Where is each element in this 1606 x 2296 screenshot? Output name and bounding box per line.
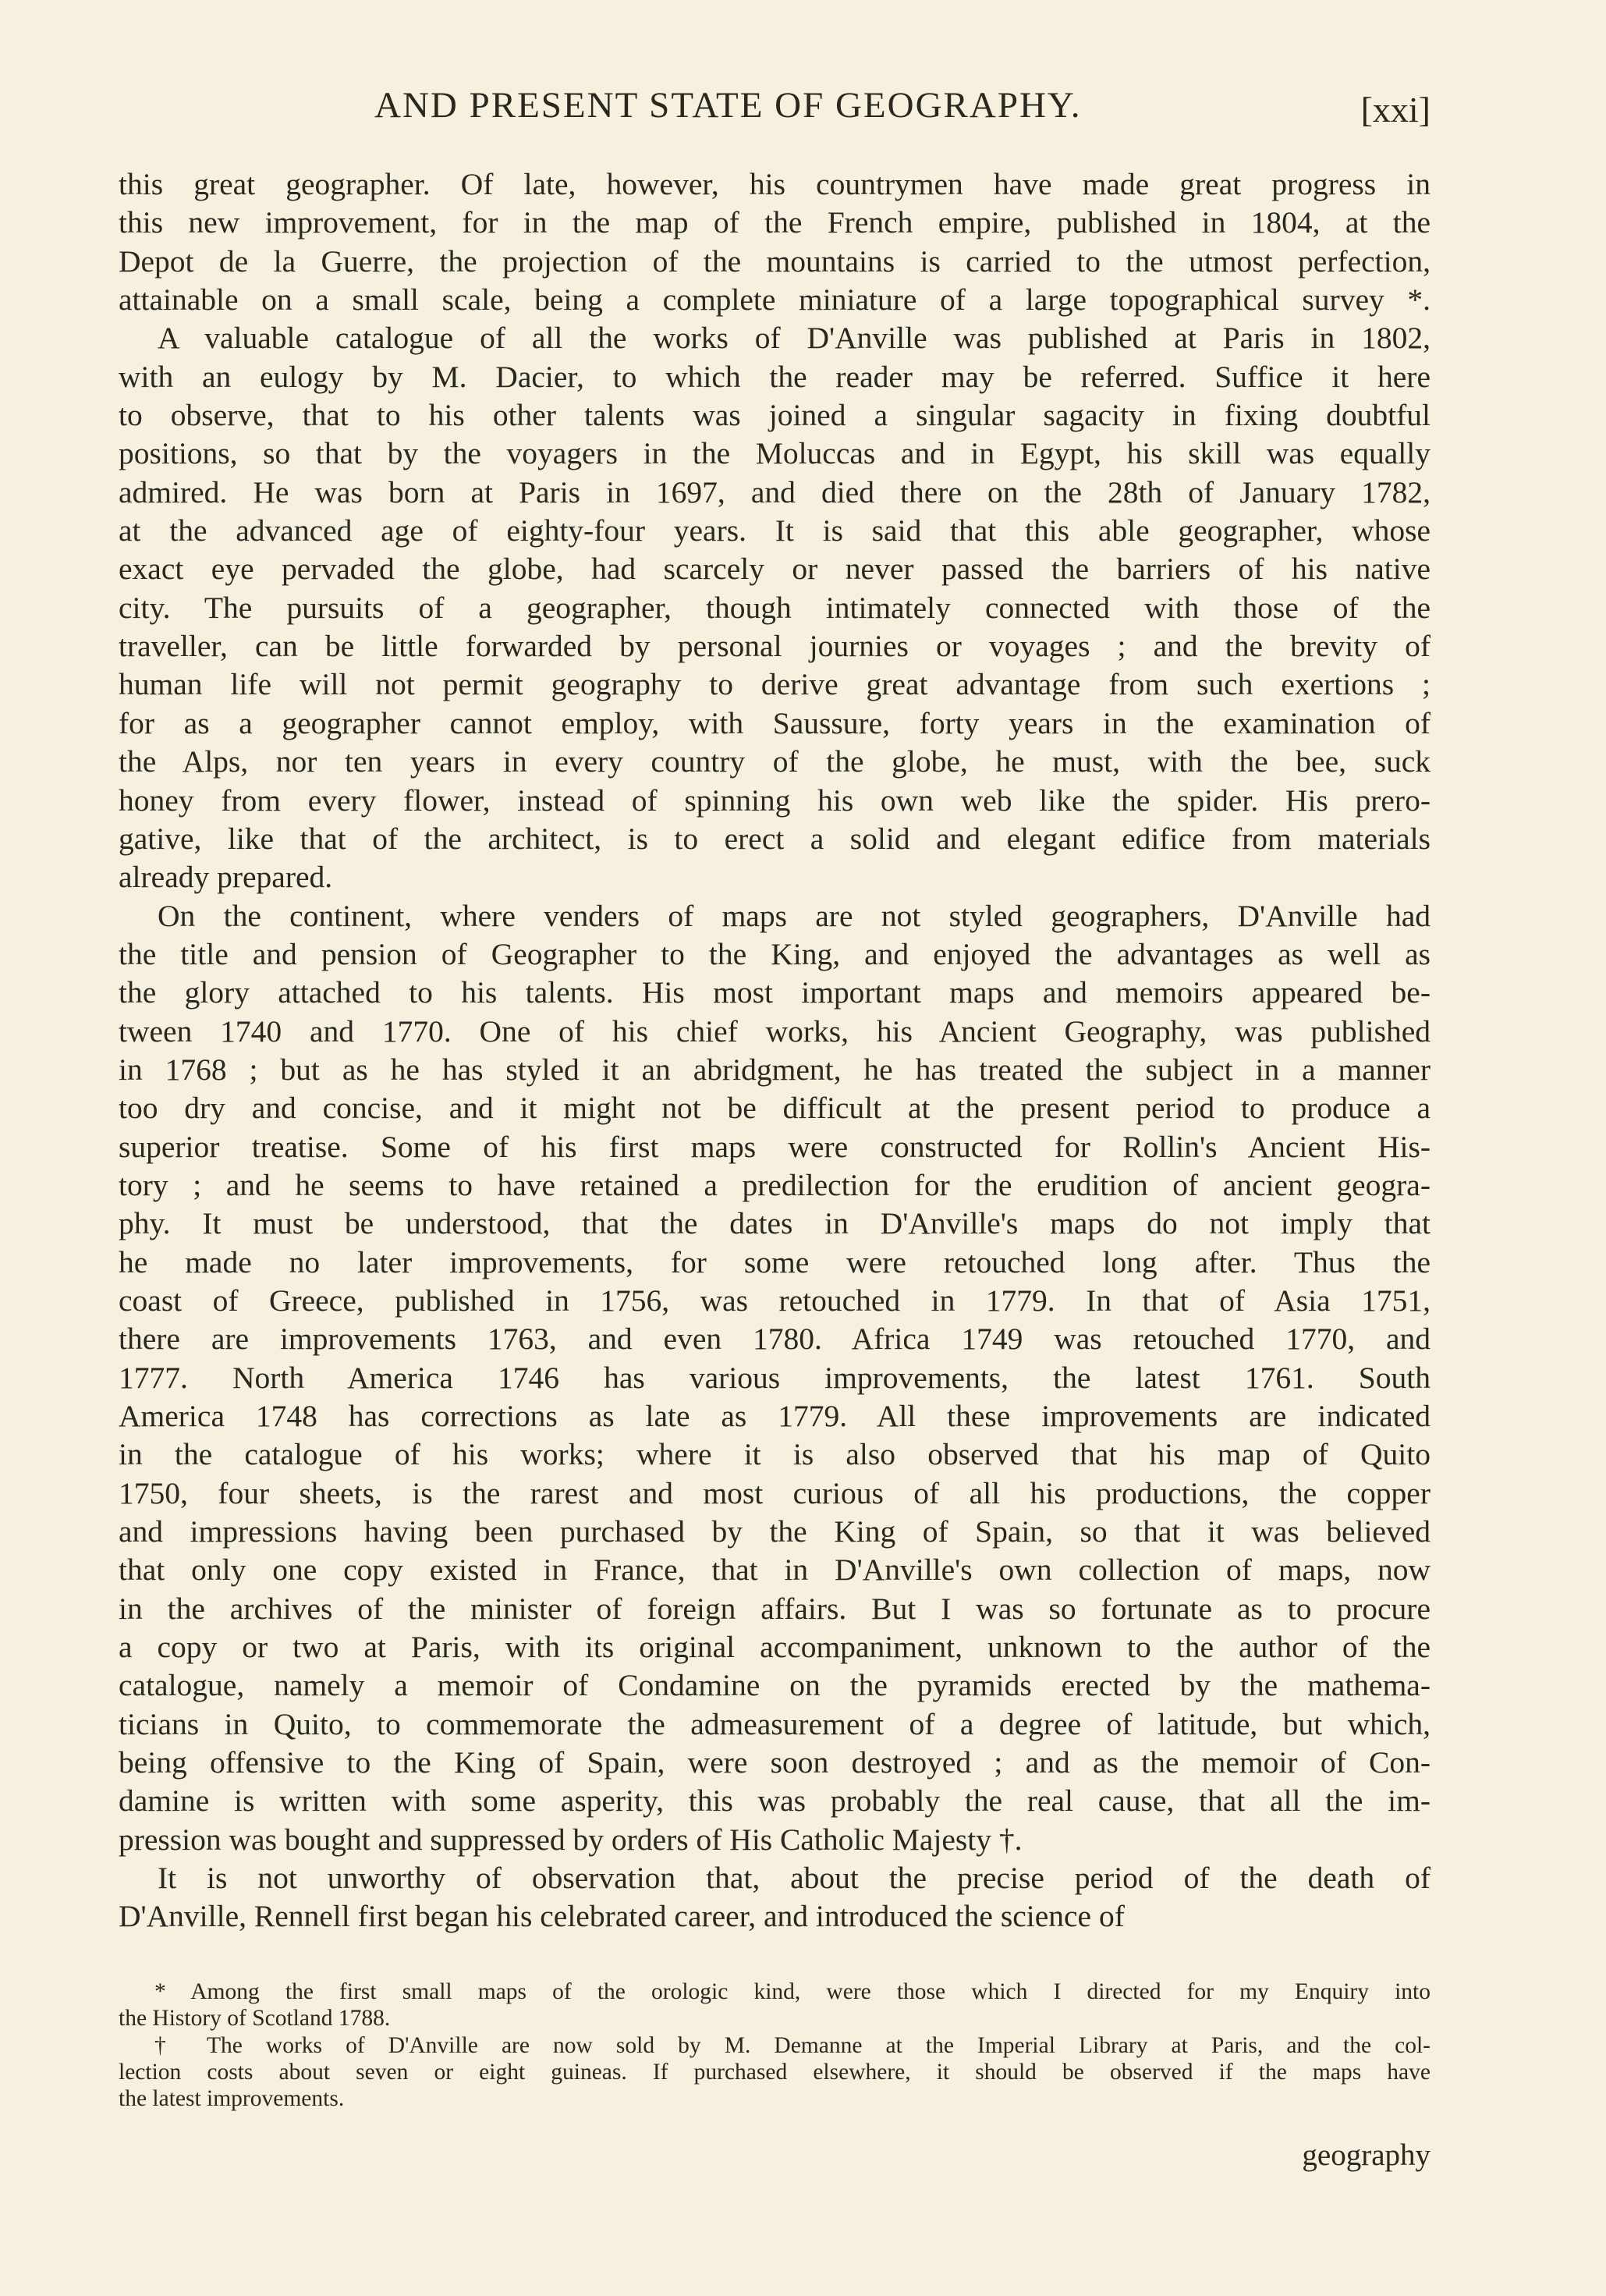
body-line: to observe, that to his other talents was joined a singular sagacity in fixing doubtful: [119, 398, 1431, 433]
body-line: tween 1740 and 1770. One of his chief works, his Ancient Geography, was published: [119, 1013, 1431, 1049]
body-line: traveller, can be little forwarded by personal journies or voyages ; and the brevity of: [119, 629, 1431, 664]
body-line: the title and pension of Geographer to the King, and enjoyed the advantages as well as: [119, 936, 1431, 971]
body-line: already prepared.: [119, 860, 333, 895]
body-line: coast of Greece, published in 1756, was retouched in 1779. In that of Asia 1751,: [119, 1283, 1431, 1318]
footnote-line: lection costs about seven or eight guineas. If purchased elsewhere, it should be observed if the maps have: [119, 2059, 1431, 2085]
body-line: D'Anville, Rennell first began his celebrated career, and introduced the science of: [119, 1899, 1125, 1934]
body-line: being offensive to the King of Spain, were soon destroyed ; and as the memoir of Con-: [119, 1745, 1431, 1780]
footnotes: [119, 1978, 1431, 2112]
body-line: human life will not permit geography to derive great advantage from such exertions ;: [119, 667, 1431, 702]
body-line: honey from every flower, instead of spinning his own web like the spider. His prero-: [119, 782, 1431, 818]
body-line: America 1748 has corrections as late as 1779. All these improvements are indicated: [119, 1399, 1431, 1433]
body-line: this great geographer. Of late, however, his countrymen have made great progress in: [119, 167, 1431, 201]
catchword: geography: [1302, 2138, 1431, 2172]
body-line: catalogue, namely a memoir of Condamine on the pyramids erected by the mathema-: [119, 1668, 1431, 1703]
body-line: A valuable catalogue of all the works of D'Anville was published at Paris in 1802,: [158, 321, 1431, 356]
body-line: in 1768 ; but as he has styled it an abridgment, he has treated the subject in a manner: [119, 1052, 1431, 1087]
footnote-line: * Among the first small maps of the orologic kind, were those which I directed for my Enquiry into: [154, 1979, 1431, 2004]
body-line: attainable on a small scale, being a complete miniature of a large topographical survey *.: [119, 282, 1431, 318]
body-line: this new improvement, for in the map of the French empire, published in 1804, at the: [119, 205, 1431, 240]
running-head: AND PRESENT STATE OF GEOGRAPHY.: [374, 85, 1082, 126]
body-line: tory ; and he seems to have retained a predilection for the erudition of ancient geogra-: [119, 1167, 1431, 1202]
body-text: [119, 165, 1431, 1936]
footnote-line: the History of Scotland 1788.: [119, 2006, 391, 2032]
body-line: admired. He was born at Paris in 1697, and died there on the 28th of January 1782,: [119, 474, 1431, 509]
body-line: damine is written with some asperity, this was probably the real cause, that all the im-: [119, 1783, 1431, 1819]
body-line: It is not unworthy of observation that, about the precise period of the death of: [158, 1861, 1431, 1896]
body-line: and impressions having been purchased by the King of Spain, so that it was believed: [119, 1514, 1431, 1549]
body-line: the Alps, nor ten years in every country of the globe, he must, with the bee, suck: [119, 744, 1431, 779]
body-line: Depot de la Guerre, the projection of the mountains is carried to the utmost perfection,: [119, 243, 1431, 279]
body-line: at the advanced age of eighty-four years. It is said that this able geographer, whose: [119, 513, 1431, 548]
body-line: pression was bought and suppressed by orders of His Catholic Majesty †.: [119, 1822, 1023, 1857]
page-number: [xxi]: [1360, 90, 1431, 130]
body-line: On the continent, where venders of maps are not styled geographers, D'Anville had: [158, 898, 1431, 933]
body-line: ticians in Quito, to commemorate the admeasurement of a degree of latitude, but which,: [119, 1706, 1431, 1741]
body-line: city. The pursuits of a geographer, though intimately connected with those of the: [119, 590, 1431, 625]
body-line: in the archives of the minister of foreign affairs. But I was so fortunate as to procure: [119, 1591, 1431, 1626]
body-line: gative, like that of the architect, is to erect a solid and elegant edifice from materials: [119, 821, 1431, 856]
footnote-line: † The works of D'Anville are now sold by M. Demanne at the Imperial Library at Paris, and the col-: [154, 2032, 1431, 2058]
body-line: superior treatise. Some of his first maps were constructed for Rollin's Ancient His-: [119, 1129, 1431, 1164]
body-line: exact eye pervaded the globe, had scarcely or never passed the barriers of his native: [119, 552, 1431, 587]
body-line: a copy or two at Paris, with its original accompaniment, unknown to the author of the: [119, 1630, 1431, 1665]
body-line: there are improvements 1763, and even 1780. Africa 1749 was retouched 1770, and: [119, 1322, 1431, 1357]
footnote-line: the latest improvements.: [119, 2086, 345, 2112]
body-line: 1777. North America 1746 has various improvements, the latest 1761. South: [119, 1360, 1431, 1395]
page-header: [119, 84, 1431, 139]
body-line: positions, so that by the voyagers in the Moluccas and in Egypt, his skill was equally: [119, 436, 1431, 471]
body-line: for as a geographer cannot employ, with Saussure, forty years in the examination of: [119, 705, 1431, 740]
body-line: the glory attached to his talents. His most important maps and memoirs appeared be-: [119, 975, 1431, 1010]
body-line: he made no later improvements, for some were retouched long after. Thus the: [119, 1244, 1431, 1279]
body-line: 1750, four sheets, is the rarest and most curious of all his productions, the copper: [119, 1475, 1431, 1510]
body-line: that only one copy existed in France, that in D'Anville's own collection of maps, now: [119, 1553, 1431, 1588]
body-line: too dry and concise, and it might not be difficult at the present period to produce a: [119, 1091, 1431, 1126]
body-line: phy. It must be understood, that the dates in D'Anville's maps do not imply that: [119, 1206, 1431, 1241]
body-line: with an eulogy by M. Dacier, to which the reader may be referred. Suffice it here: [119, 359, 1431, 394]
body-line: in the catalogue of his works; where it is also observed that his map of Quito: [119, 1437, 1431, 1472]
